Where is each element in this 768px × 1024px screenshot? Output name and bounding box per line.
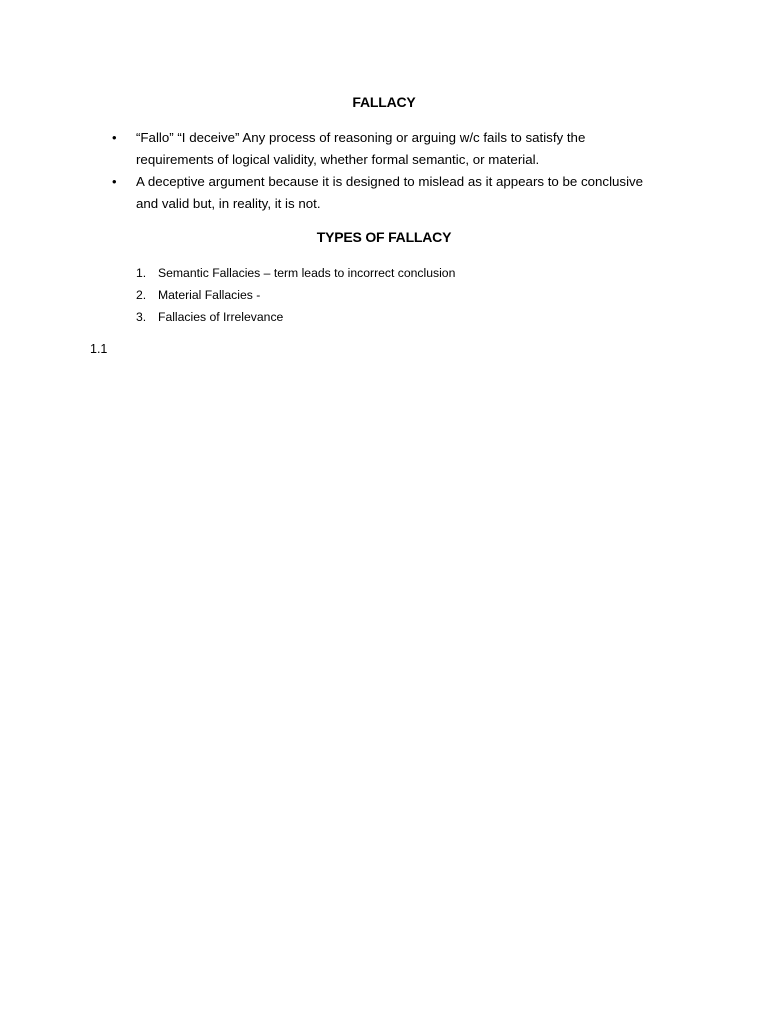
section-number: 1.1 [90,342,108,356]
list-item [132,284,652,306]
bullet-text-line: and valid but, in reality, it is not. [136,196,321,211]
document-title: FALLACY [352,94,416,110]
list-item [108,171,668,215]
types-heading: TYPES OF FALLACY [316,229,452,245]
list-item-text: Fallacies of Irrelevance [158,310,284,324]
types-numbered-list [132,262,652,328]
definition-bullet-list [108,127,668,215]
list-item [132,262,652,284]
list-number: 2. [136,288,147,302]
list-item-text: Material Fallacies - [158,288,261,302]
bullet-icon: • [112,130,117,145]
list-item [132,306,652,328]
list-number: 1. [136,266,147,280]
bullet-text-line: “Fallo” “I deceive” Any process of reasoning or arguing w/c fails to satisfy the [136,130,586,145]
list-item-text: Semantic Fallacies – term leads to incorrect conclusion [158,266,456,280]
bullet-text-line: A deceptive argument because it is designed to mislead as it appears to be conclusive [136,174,644,189]
bullet-text-line: requirements of logical validity, whether formal semantic, or material. [136,152,540,167]
list-item [108,127,668,171]
list-number: 3. [136,310,147,324]
bullet-icon: • [112,174,117,189]
